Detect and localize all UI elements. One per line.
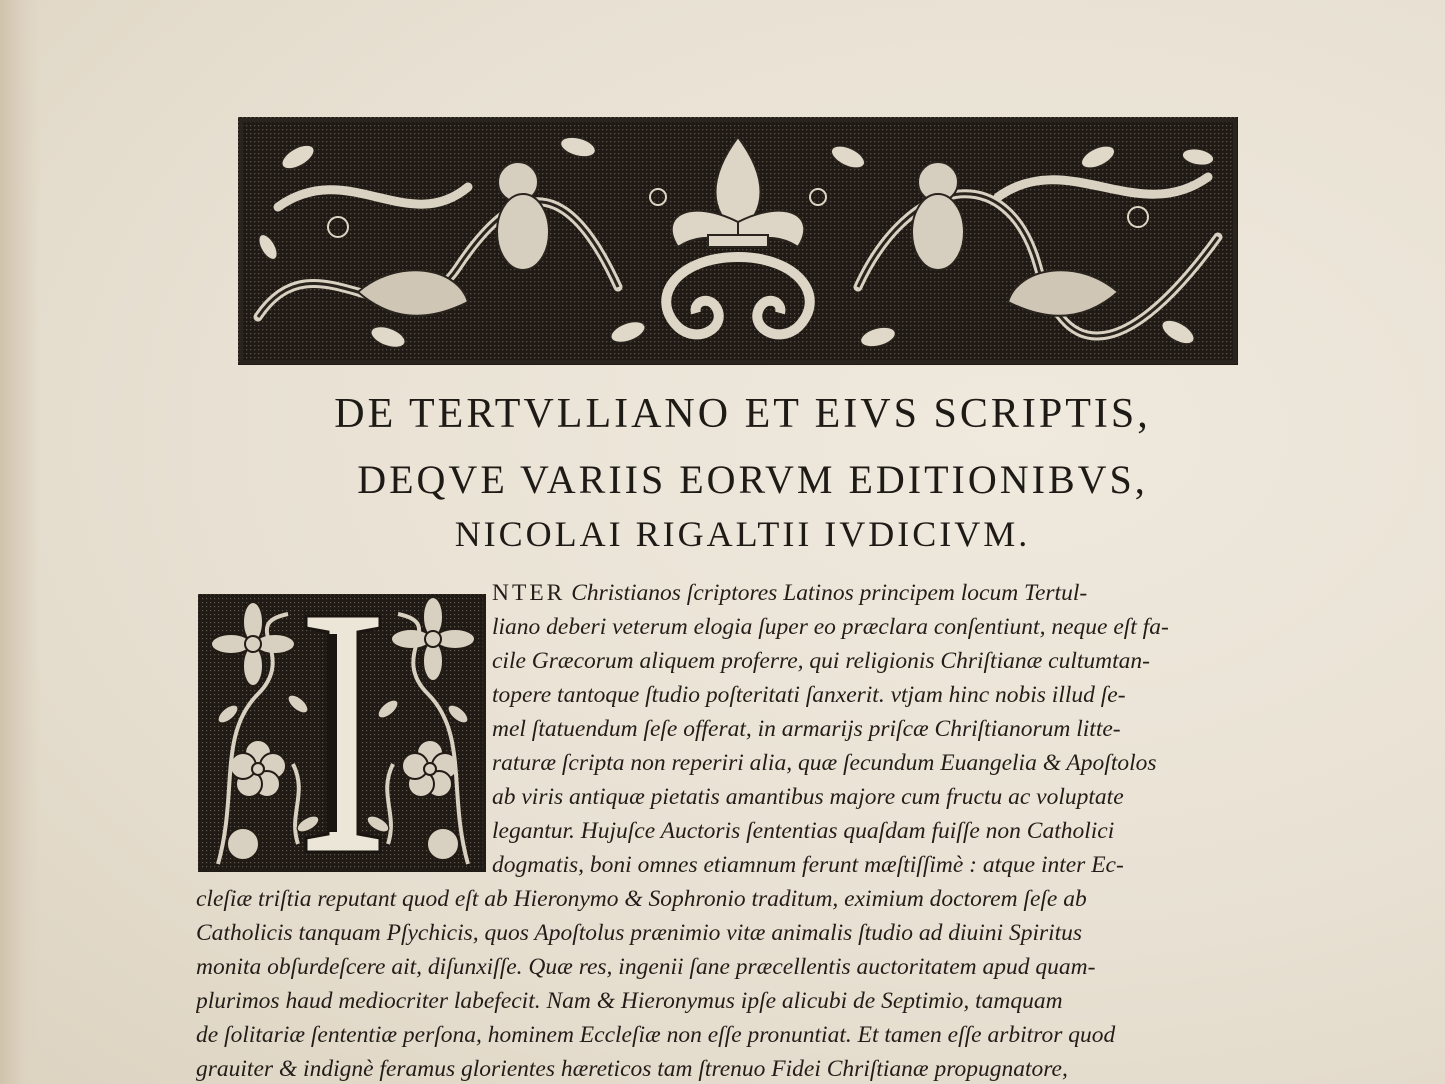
lead-word: NTER: [492, 580, 566, 606]
title-line-1: DE TERTVLLIANO ET EIVS SCRIPTIS,: [334, 391, 1151, 437]
body-line: topere tantoque ſtudio poſteritati ſanxerit. vtjam hinc nobis illud ſe-: [492, 682, 1126, 708]
body-line: grauiter & indignè feramus glorientes hæreticos tam ſtrenuo Fidei Chriſtianæ propugnatore,: [196, 1056, 1068, 1082]
body-line: de ſolitariæ ſententiæ perſona, hominem Eccleſiæ non eſſe pronuntiat. Et tamen eſſe arbitror quod: [196, 1022, 1116, 1048]
body-line: monita obſurdeſcere ait, diſunxiſſe. Quæ res, ingenii ſane præcellentis auctoritatem apud quam-: [196, 954, 1096, 980]
title-line-3: NICOLAI RIGALTII IVDICIVM.: [454, 514, 1031, 554]
body-line-1: NTER Christianos ſcriptores Latinos principem locum Tertul-: [492, 580, 1088, 606]
body-line: Catholicis tanquam Pſychicis, quos Apoſtolus prænimio vitæ animalis ſtudio ad diuini Spiritus: [196, 920, 1083, 946]
title-line-2: DEQVE VARIIS EORVM EDITIONIBVS,: [357, 457, 1148, 502]
body-line: cile Græcorum aliquem proferre, qui religionis Chriſtianæ cultumtan-: [492, 648, 1150, 674]
body-line: ab viris antiquæ pietatis amantibus majore cum fructu ac voluptate: [492, 784, 1124, 810]
body-line: raturæ ſcripta non reperiri alia, quæ ſecundum Euangelia & Apoſtolos: [492, 750, 1157, 776]
body-line: cleſiæ triſtia reputant quod eſt ab Hieronymo & Sophronio traditum, eximium doctorem ſeſe ab: [196, 886, 1087, 912]
body-line: plurimos haud mediocriter labefecit. Nam & Hieronymus ipſe alicubi de Septimio, tamquam: [196, 988, 1063, 1014]
ornamental-headpiece: [238, 117, 1238, 365]
body-line: liano deberi veterum elogia ſuper eo præclara conſentiunt, neque eſt fa-: [492, 614, 1169, 640]
body-line: legantur. Hujuſce Auctoris ſententias quaſdam fuiſſe non Catholici: [492, 818, 1115, 844]
body-text: [0, 580, 1445, 1084]
body-line: mel ſtatuendum ſeſe offerat, in armarijs priſcæ Chriſtianorum litte-: [492, 716, 1121, 742]
body-line: dogmatis, boni omnes etiamnum ferunt mæſtiſſimè : atque inter Ec-: [492, 852, 1124, 878]
